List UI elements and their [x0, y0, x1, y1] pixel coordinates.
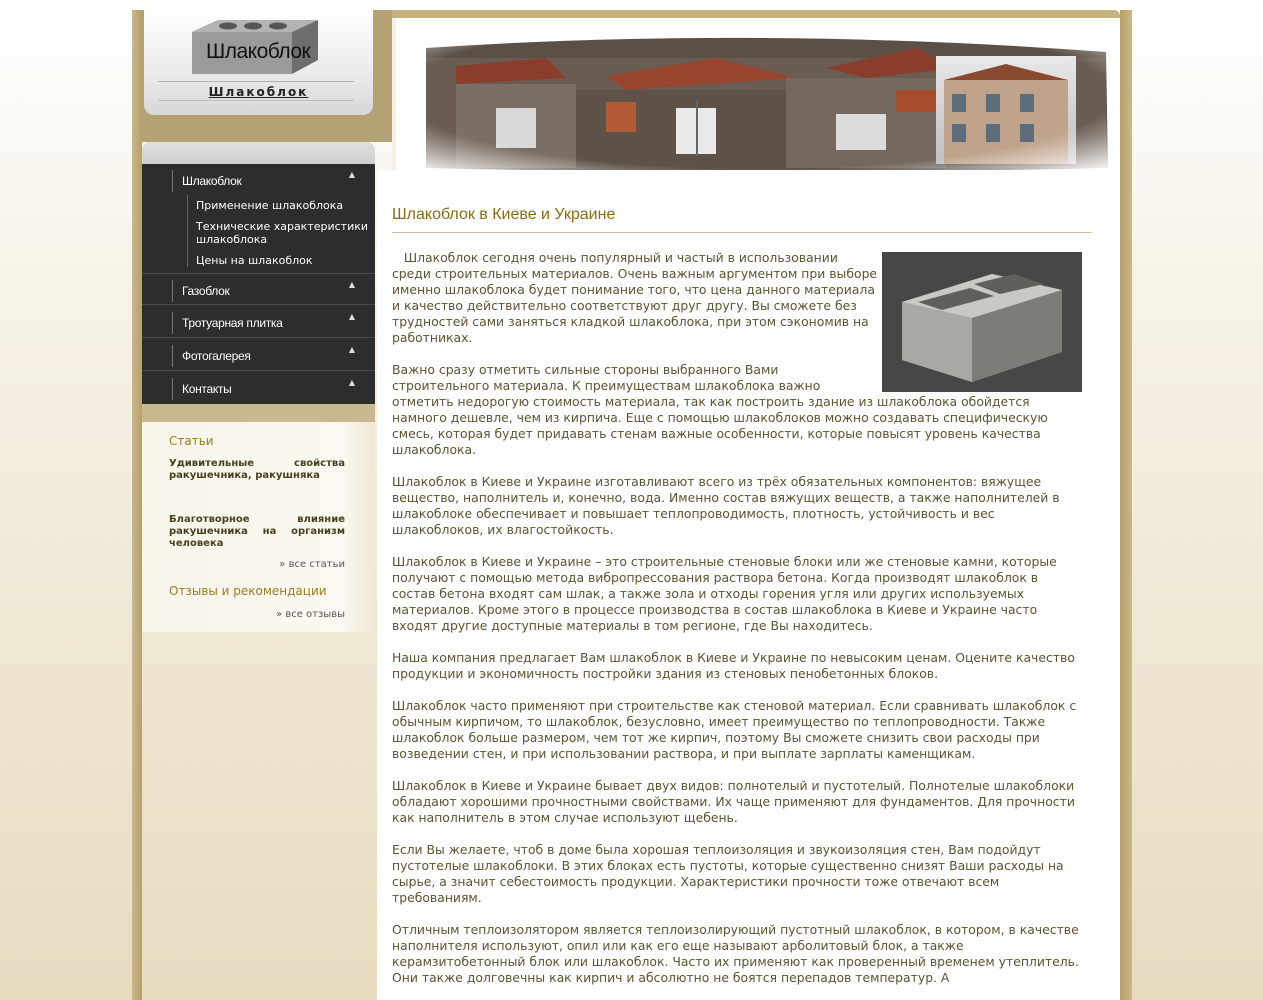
triangle-up-icon: ▲ [348, 170, 355, 179]
divider [158, 100, 354, 101]
menu-separator [172, 280, 173, 302]
menu-item-contacts[interactable] [142, 372, 375, 404]
frame-right [1120, 10, 1132, 1000]
header-top-bar [392, 10, 1120, 18]
menu-item-label: Фотогалерея [182, 349, 251, 363]
logo-box [144, 10, 373, 115]
submenu-item-specs[interactable]: Технические характеристики шлакоблока [196, 220, 369, 246]
divider [158, 81, 354, 82]
triangle-up-icon: ▲ [348, 280, 355, 289]
menu-bottom-band [142, 404, 375, 422]
paragraph: Шлакоблок в Киеве и Украине изготавливают всего из трёх обязательных компонентов: вяжущее вещество, наполнитель и, конечно, вода. Именно состав вяжущих веществ, а также наполнителей в шлакоблоке обеспечивает и повышает теплопроводимость, плотность, устойчивость и вес шлакоблоков, их влагостойкость. [392, 474, 1060, 537]
paragraph: Если Вы желаете, чтоб в доме была хорошая теплоизоляция и звукоизоляция стен, Вам подойдут пустотелые шлакоблоки. В этих блоках есть пустоты, которые существенно снизят Ваши расходы на сырье, а значит себестоимость продукции. Характеристики прочности тоже отвечают всем требованиям. [392, 842, 1064, 905]
submenu-item-application[interactable]: Применение шлакоблока [196, 199, 344, 212]
menu-item-shlakoblok[interactable] [142, 164, 375, 198]
main-content [377, 170, 1120, 1000]
submenu [142, 195, 375, 273]
menu-item-label: Контакты [182, 382, 232, 396]
cinder-block-photo [882, 252, 1082, 392]
menu-separator [172, 378, 173, 400]
logo-title: Шлакоблок [206, 40, 311, 63]
article-body [392, 250, 1082, 1000]
header-banner [392, 18, 1120, 170]
logo-home-link[interactable]: Шлакоблок [208, 85, 309, 99]
menu-item-gallery[interactable] [142, 339, 375, 371]
paragraph: Отличным теплоизолятором является теплоизолирующий пустотный шлакоблок, в котором, в качестве наполнителя используют, опил или как его еще называют арболитовый блок, а также керамзитобетонный блок или шлакоблок. Часто их применяют как проверенный временем утеплитель. Они также долговечны как кирпич и абсолютно не боятся перепадов температур. А [392, 922, 1079, 985]
menu-item-label: Шлакоблок [182, 174, 242, 188]
triangle-up-icon: ▲ [348, 378, 355, 387]
menu-item-label: Газоблок [182, 284, 230, 298]
menu-item-paving[interactable] [142, 306, 375, 338]
submenu-item-prices[interactable]: Цены на шлакоблок [196, 254, 313, 267]
main-menu [142, 164, 375, 404]
article-link[interactable]: Благотворное влияние ракушечника на организм человека [169, 514, 345, 549]
page [132, 10, 1132, 1000]
divider [392, 232, 1092, 233]
articles-title: Статьи [169, 434, 214, 448]
page-title: Шлакоблок в Киеве и Украине [392, 206, 616, 223]
paragraph: Наша компания предлагает Вам шлакоблок в Киеве и Украине по невысоким ценам. Оцените качество продукции и экономичность постройки здания из стеновых пенобетонных блоков. [392, 650, 1075, 681]
menu-item-gazoblok[interactable] [142, 273, 375, 305]
paragraph: Шлакоблок часто применяют при строительстве как стеновой материал. Если сравнивать шлакоблок с обычным кирпичом, то шлакоблок, безусловно, имеет преимущество по теплопроводности. Также шлакоблок больше размером, чем тот же кирпич, поэтому Вы сможете снизить свои расходы при возведении стен, и при использовании раствора, и при выплате зарплаты каменщикам. [392, 698, 1077, 761]
submenu-separator [187, 195, 188, 267]
paragraph: Шлакоблок в Киеве и Украине бывает двух видов: полнотелый и пустотелый. Полнотелые шлакоблоки обладают хорошими прочностными свойствами. Их чаще применяют для фундаментов. Для прочности как наполнитель в этом случае используют щебень. [392, 778, 1075, 825]
menu-top-cap [142, 142, 375, 164]
all-articles-link[interactable]: » все статьи [279, 559, 345, 570]
frame-left [132, 10, 142, 1000]
triangle-up-icon: ▲ [348, 345, 355, 354]
reviews-title: Отзывы и рекомендации [169, 584, 327, 598]
all-reviews-link[interactable]: » все отзывы [276, 609, 345, 620]
logo-area [142, 10, 392, 142]
paragraph-text: Шлакоблок сегодня очень популярный и частый в использовании среди строительных материалов. Очень важным аргументом при выборе именно шлакоблока будет понимание того, что цена данного материала и качество действительно соответствуют друг другу. Вы сможете без трудностей сами заняться кладкой шлакоблока, при этом сэкономив на работниках. [392, 250, 878, 345]
menu-separator [172, 345, 173, 367]
triangle-up-icon: ▲ [348, 312, 355, 321]
article-link[interactable]: Удивительные свойства ракушечника, ракушняка [169, 458, 345, 481]
menu-separator [172, 170, 173, 192]
header-buildings-image [396, 18, 1120, 170]
menu-item-label: Тротуарная плитка [182, 316, 283, 330]
left-column [142, 142, 377, 642]
menu-separator [172, 312, 173, 334]
paragraph: Важно сразу отметить сильные стороны выбранного Вами строительного материала. К преимуществам шлакоблока важно отметить недорогую стоимость материала, так как построить здание из шлакоблока обойдется намного дешевле, чем из кирпича. Еще с помощью шлакоблоков можно создавать специфическую смесь, которая будет придавать стенам важные особенности, которые повысят уровень качества шлакоблока. [392, 362, 1048, 457]
paragraph: Шлакоблок в Киеве и Украине – это строительные стеновые блоки или же стеновые камни, которые получают с помощью метода вибропрессования раствора бетона. Когда производят шлакоблок в состав бетона входят сам шлак, а также зола и отходы горения угля или других используемых материалов. Кроме этого в процессе производства в состав шлакоблока в Киеве и Украине часто входят другие доступные материалы в том регионе, где Вы находитесь. [392, 554, 1057, 633]
articles-box [142, 422, 375, 632]
